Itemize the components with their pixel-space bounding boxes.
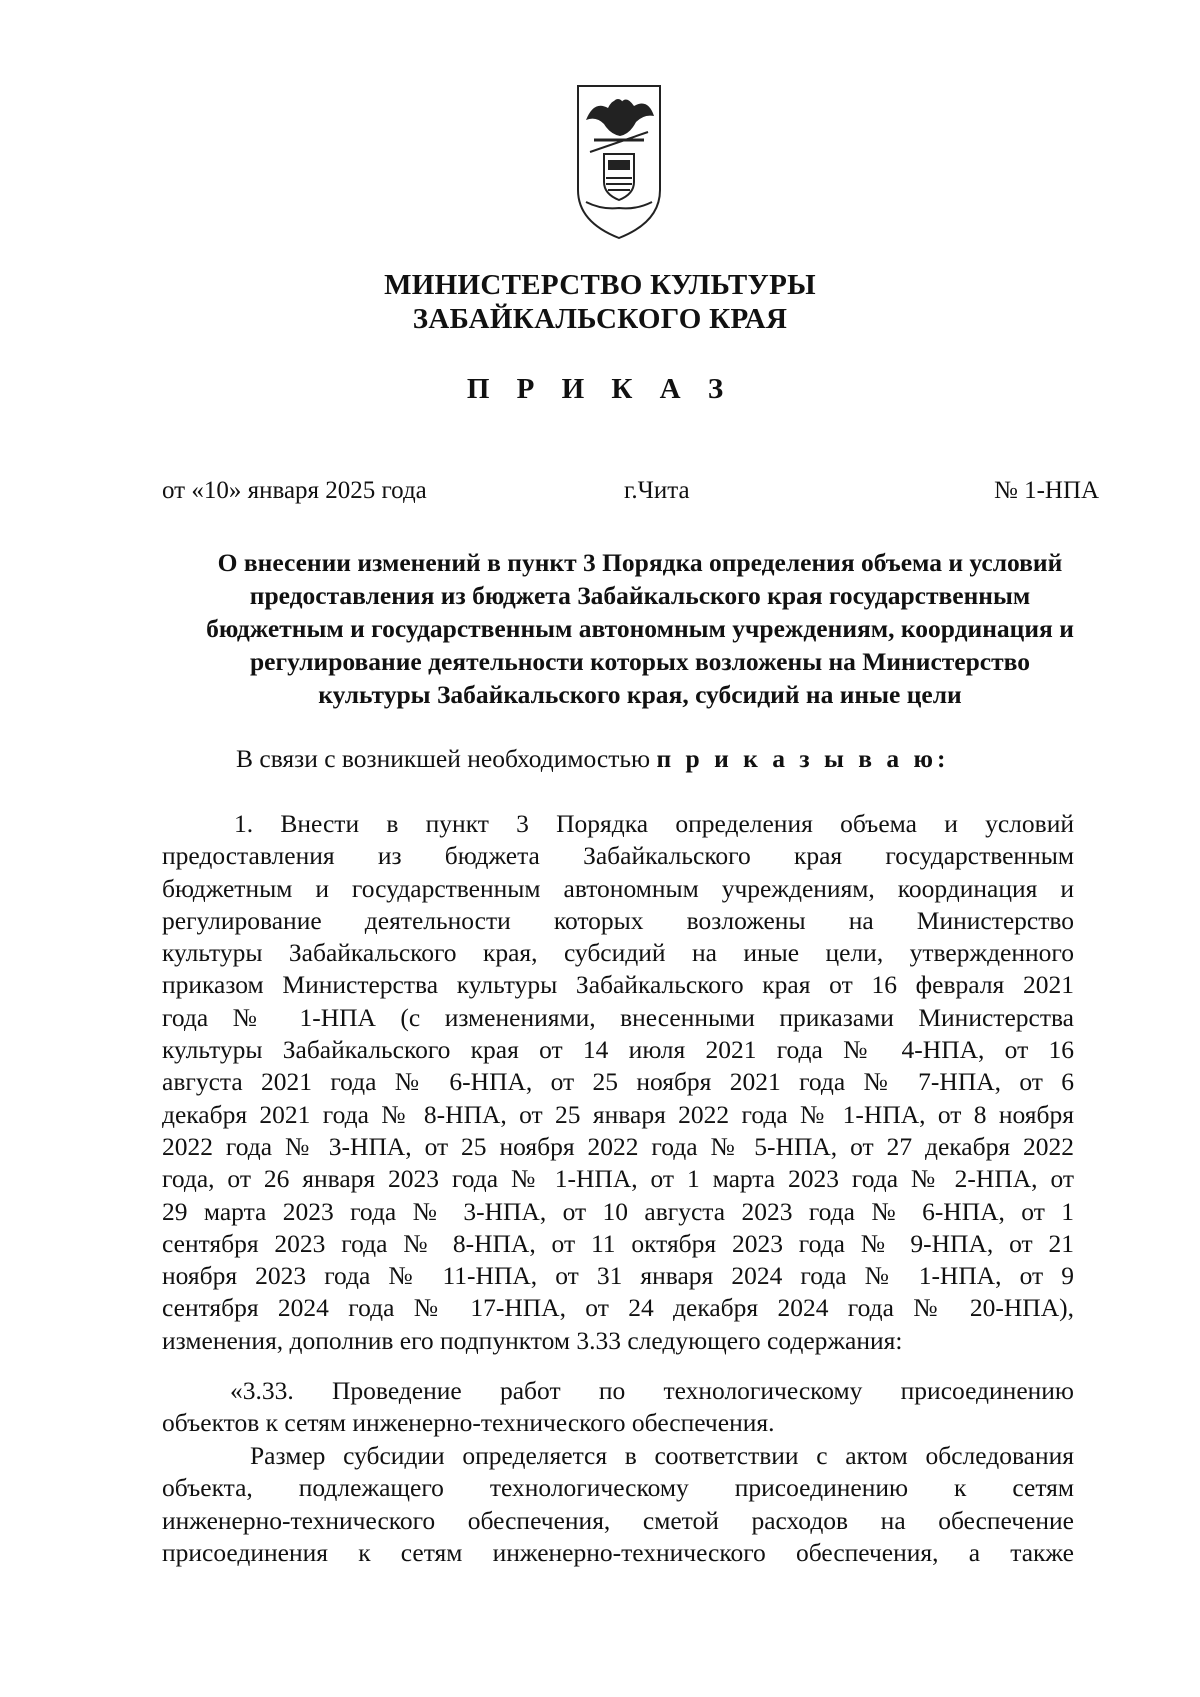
text-line: «3.33. Проведение работ по технологическому присоединению — [230, 1376, 1074, 1405]
text-line: сентября 2023 года № 8-НПА, от 11 октября 2023 года № 9-НПА, от 21 — [162, 1228, 1074, 1258]
text-line: 2022 года № 3-НПА, от 25 ноября 2022 года № 5-НПА, от 27 декабря 2022 — [162, 1131, 1074, 1161]
text-line: декабря 2021 года № 8-НПА, от 25 января 2022 года № 1-НПА, от 8 ноября — [162, 1099, 1074, 1129]
ministry-name-line1: МИНИСТЕРСТВО КУЛЬТУРЫ — [384, 269, 816, 301]
ministry-name-line2: ЗАБАЙКАЛЬСКОГО КРАЯ — [412, 303, 788, 335]
title-line: бюджетным и государственным автономным учреждениям, координация и — [206, 614, 1074, 643]
paragraph-3 — [162, 1440, 1074, 1569]
document-type-title: П Р И К А З — [466, 373, 734, 405]
intro-paragraph — [236, 744, 950, 774]
title-line: предоставления из бюджета Забайкальского края государственным — [249, 581, 1031, 610]
text-line: бюджетным и государственным автономным учреждениям, координация и — [162, 873, 1074, 903]
order-subject-title — [150, 546, 1130, 711]
order-date: от «10» января 2025 года — [162, 477, 427, 504]
paragraph-2 — [162, 1375, 1074, 1440]
text-line: года № 1-НПА (с изменениями, внесенными приказами Министерства — [162, 1002, 1074, 1032]
text-line: объекта, подлежащего технологическому присоединению к сетям — [162, 1473, 1074, 1503]
text-line: 29 марта 2023 года № 3-НПА, от 10 августа 2023 года № 6-НПА, от 1 — [162, 1196, 1074, 1226]
title-line: культуры Забайкальского края, субсидий на иные цели — [318, 680, 962, 709]
paragraph-1 — [162, 808, 1074, 1357]
title-line: О внесении изменений в пункт 3 Порядка определения объема и условий — [217, 548, 1063, 577]
order-city: г.Чита — [624, 477, 690, 504]
text-line: приказом Министерства культуры Забайкальского края от 16 февраля 2021 — [162, 970, 1074, 1000]
text-line: культуры Забайкальского края от 14 июля 2021 года № 4-НПА, от 16 — [162, 1035, 1074, 1065]
text-line: сентября 2024 года № 17-НПА, от 24 декабря 2024 года № 20-НПА), — [162, 1293, 1074, 1323]
intro-text: В связи с возникшей необходимостью — [236, 744, 657, 773]
text-line: культуры Забайкальского края, субсидий на иные цели, утвержденного — [162, 938, 1074, 968]
text-line: года, от 26 января 2023 года № 1-НПА, от 1 марта 2023 года № 2-НПА, от — [162, 1164, 1074, 1194]
text-line: инженерно-технического обеспечения, сметой расходов на обеспечение — [162, 1505, 1074, 1535]
text-line: изменения, дополнив его подпунктом 3.33 следующего содержания: — [162, 1325, 903, 1355]
title-line: регулирование деятельности которых возложены на Министерство — [250, 647, 1030, 676]
text-line: объектов к сетям инженерно-технического обеспечения. — [162, 1408, 775, 1438]
text-line: августа 2021 года № 6-НПА, от 25 ноября 2021 года № 7-НПА, от 6 — [162, 1067, 1074, 1097]
text-line: присоединения к сетям инженерно-технического обеспечения, а также — [162, 1537, 1074, 1567]
text-line: 1. Внести в пункт 3 Порядка определения объема и условий — [234, 809, 1074, 838]
coat-of-arms-eagle-icon — [574, 82, 664, 242]
text-line: регулирование деятельности которых возложены на Министерство — [162, 905, 1074, 935]
text-line: предоставления из бюджета Забайкальского края государственным — [162, 841, 1074, 871]
text-line: Размер субсидии определяется в соответствии с актом обследования — [250, 1441, 1074, 1470]
text-line: ноября 2023 года № 11-НПА, от 31 января 2024 года № 1-НПА, от 9 — [162, 1261, 1074, 1291]
order-verb: п р и к а з ы в а ю: — [656, 744, 950, 773]
order-number: № 1-НПА — [994, 477, 1100, 504]
